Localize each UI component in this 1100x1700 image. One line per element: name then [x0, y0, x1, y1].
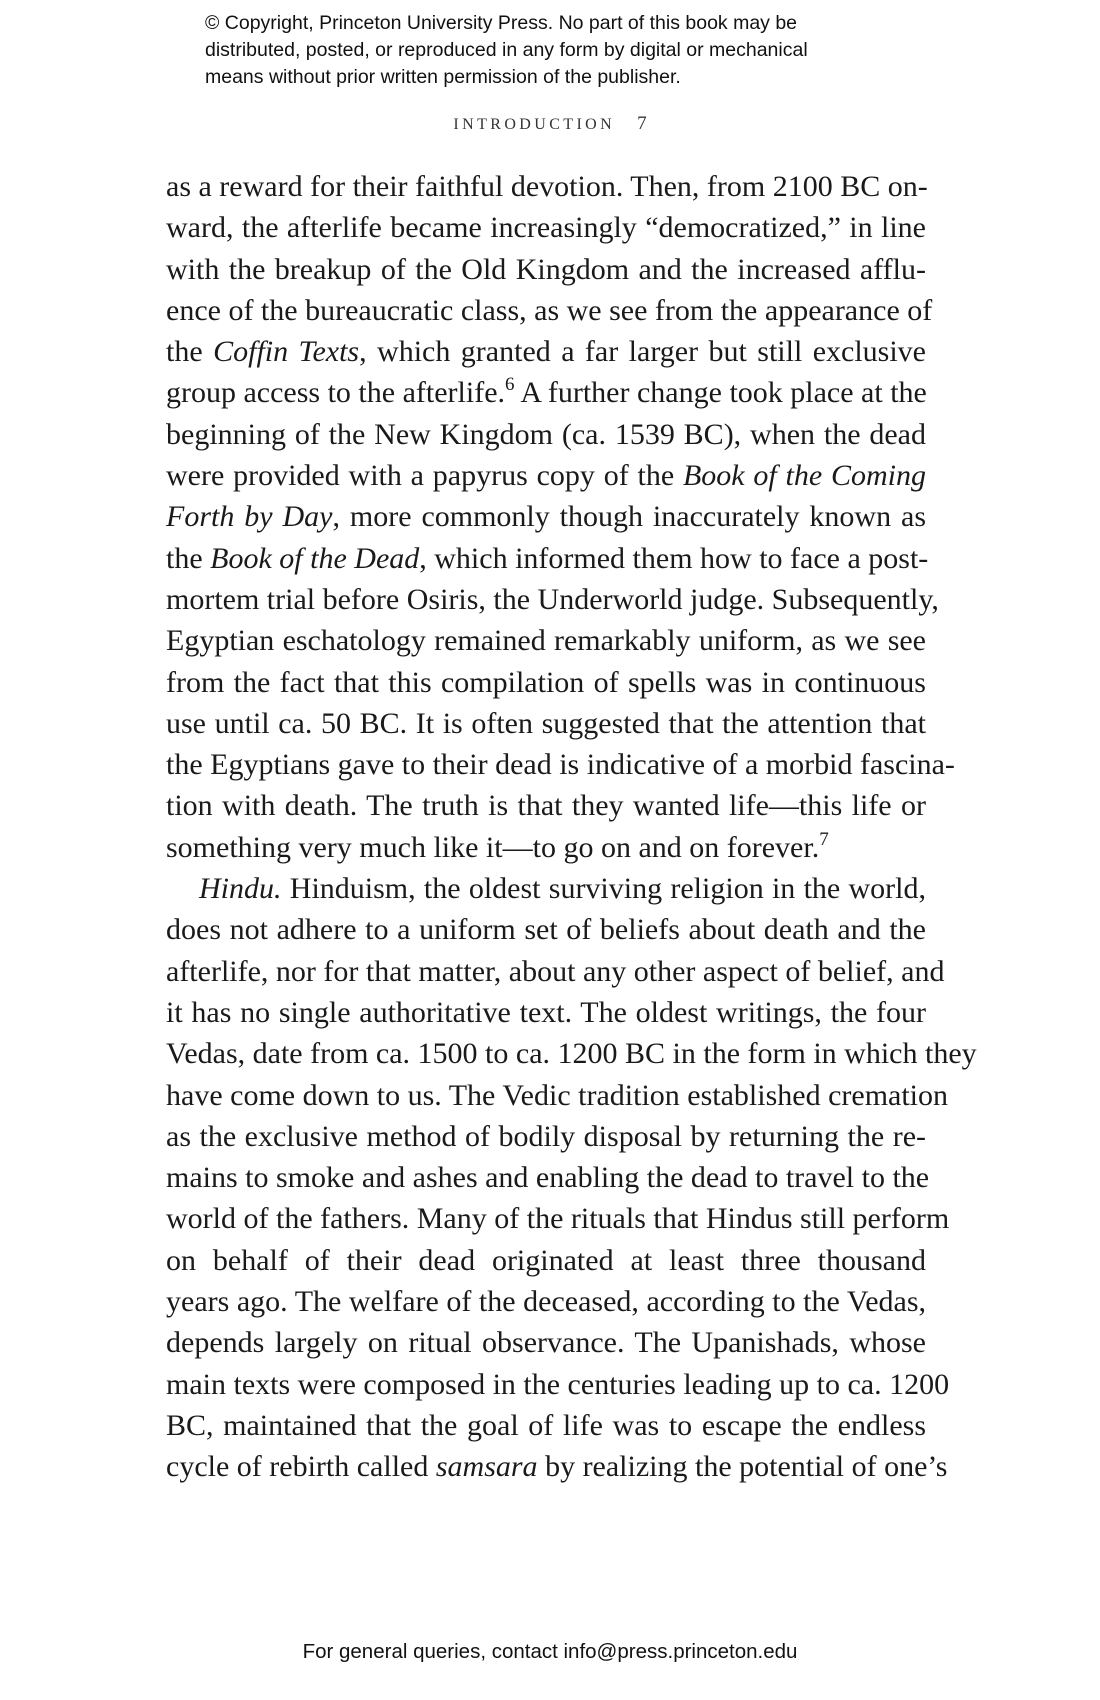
- text-line: the Egyptians gave to their dead is indicative of a morbid fascina-: [166, 748, 955, 782]
- text-line: depends largely on ritual observance. The Upanishads, whose: [166, 1326, 926, 1360]
- text-line: the Book of the Dead, which informed them how to face a post-: [166, 541, 929, 575]
- text-line: years ago. The welfare of the deceased, according to the Vedas,: [166, 1285, 926, 1319]
- text-line: with the breakup of the Old Kingdom and the increased afflu-: [166, 252, 926, 286]
- text-line: were provided with a papyrus copy of the Book of the Coming: [166, 459, 927, 493]
- footnote-ref[interactable]: 7: [819, 828, 829, 850]
- title-italic: Forth by Day: [166, 500, 333, 534]
- footnote-ref[interactable]: 6: [505, 374, 515, 396]
- text-line: BC, maintained that the goal of life was to escape the endless: [166, 1408, 926, 1442]
- running-head-title: INTRODUCTION: [453, 116, 616, 133]
- title-italic: Coffin Texts: [213, 335, 360, 369]
- text-line: tion with death. The truth is that they wanted life—this life or: [166, 789, 926, 823]
- running-head: [0, 113, 1100, 135]
- text-line: from the fact that this compilation of spells was in continuous: [166, 665, 926, 699]
- text-line: the Coffin Texts, which granted a far larger but still exclusive: [166, 335, 927, 369]
- text-line: main texts were composed in the centuries leading up to ca. 1200: [166, 1367, 950, 1401]
- body-text: [166, 166, 977, 1488]
- text-line: mortem trial before Osiris, the Underworld judge. Subsequently,: [166, 582, 939, 616]
- term-italic: samsara: [435, 1450, 538, 1484]
- text-line: use until ca. 50 BC. It is often suggested that the attention that: [166, 706, 926, 740]
- text-line: have come down to us. The Vedic tradition established cremation: [166, 1078, 949, 1112]
- text-line: Hindu. Hinduism, the oldest surviving religion in the world,: [199, 872, 926, 906]
- text-line: afterlife, nor for that matter, about any other aspect of belief, and: [166, 954, 945, 988]
- title-italic: Book of the Dead: [210, 541, 420, 575]
- text-line: as the exclusive method of bodily disposal by returning the re-: [166, 1119, 926, 1153]
- text-line: world of the fathers. Many of the rituals that Hindus still perform: [166, 1202, 950, 1236]
- title-italic: Book of the Coming: [682, 459, 927, 493]
- text-line: does not adhere to a uniform set of beliefs about death and the: [166, 913, 926, 947]
- text-line: cycle of rebirth called samsara by realizing the potential of one’s: [166, 1450, 948, 1484]
- text-line: mains to smoke and ashes and enabling the dead to travel to the: [166, 1161, 930, 1195]
- text-line: Egyptian eschatology remained remarkably uniform, as we see: [166, 624, 926, 658]
- section-label-italic: Hindu.: [199, 872, 282, 906]
- text-line: as a reward for their faithful devotion. Then, from 2100 BC on-: [166, 170, 928, 203]
- copyright-line: © Copyright, Princeton University Press. No part of this book may be: [205, 12, 798, 34]
- footer-contact: For general queries, contact info@press.princeton.edu: [302, 1640, 798, 1663]
- text-line: beginning of the New Kingdom (ca. 1539 BC), when the dead: [166, 417, 926, 451]
- copyright-line: means without prior written permission of the publisher.: [205, 66, 681, 88]
- text-line: ward, the afterlife became increasingly “democratized,” in line: [166, 211, 926, 245]
- text-line: Vedas, date from ca. 1500 to ca. 1200 BC in the form in which they: [166, 1037, 977, 1071]
- text-line: Forth by Day, more commonly though inaccurately known as: [166, 500, 926, 534]
- text-line: it has no single authoritative text. The oldest writings, the four: [166, 995, 926, 1029]
- page-number: 7: [637, 113, 647, 134]
- text-line: ence of the bureaucratic class, as we see from the appearance of: [166, 293, 933, 327]
- text-line: something very much like it—to go on and on forever.$^7$: [166, 828, 829, 864]
- copyright-notice: [205, 10, 925, 91]
- text-line: group access to the afterlife.$^6$ A further change took place at the: [166, 374, 927, 410]
- copyright-line: distributed, posted, or reproduced in any form by digital or mechanical: [205, 39, 808, 61]
- text-line: on behalf of their dead originated at least three thousand: [166, 1243, 926, 1277]
